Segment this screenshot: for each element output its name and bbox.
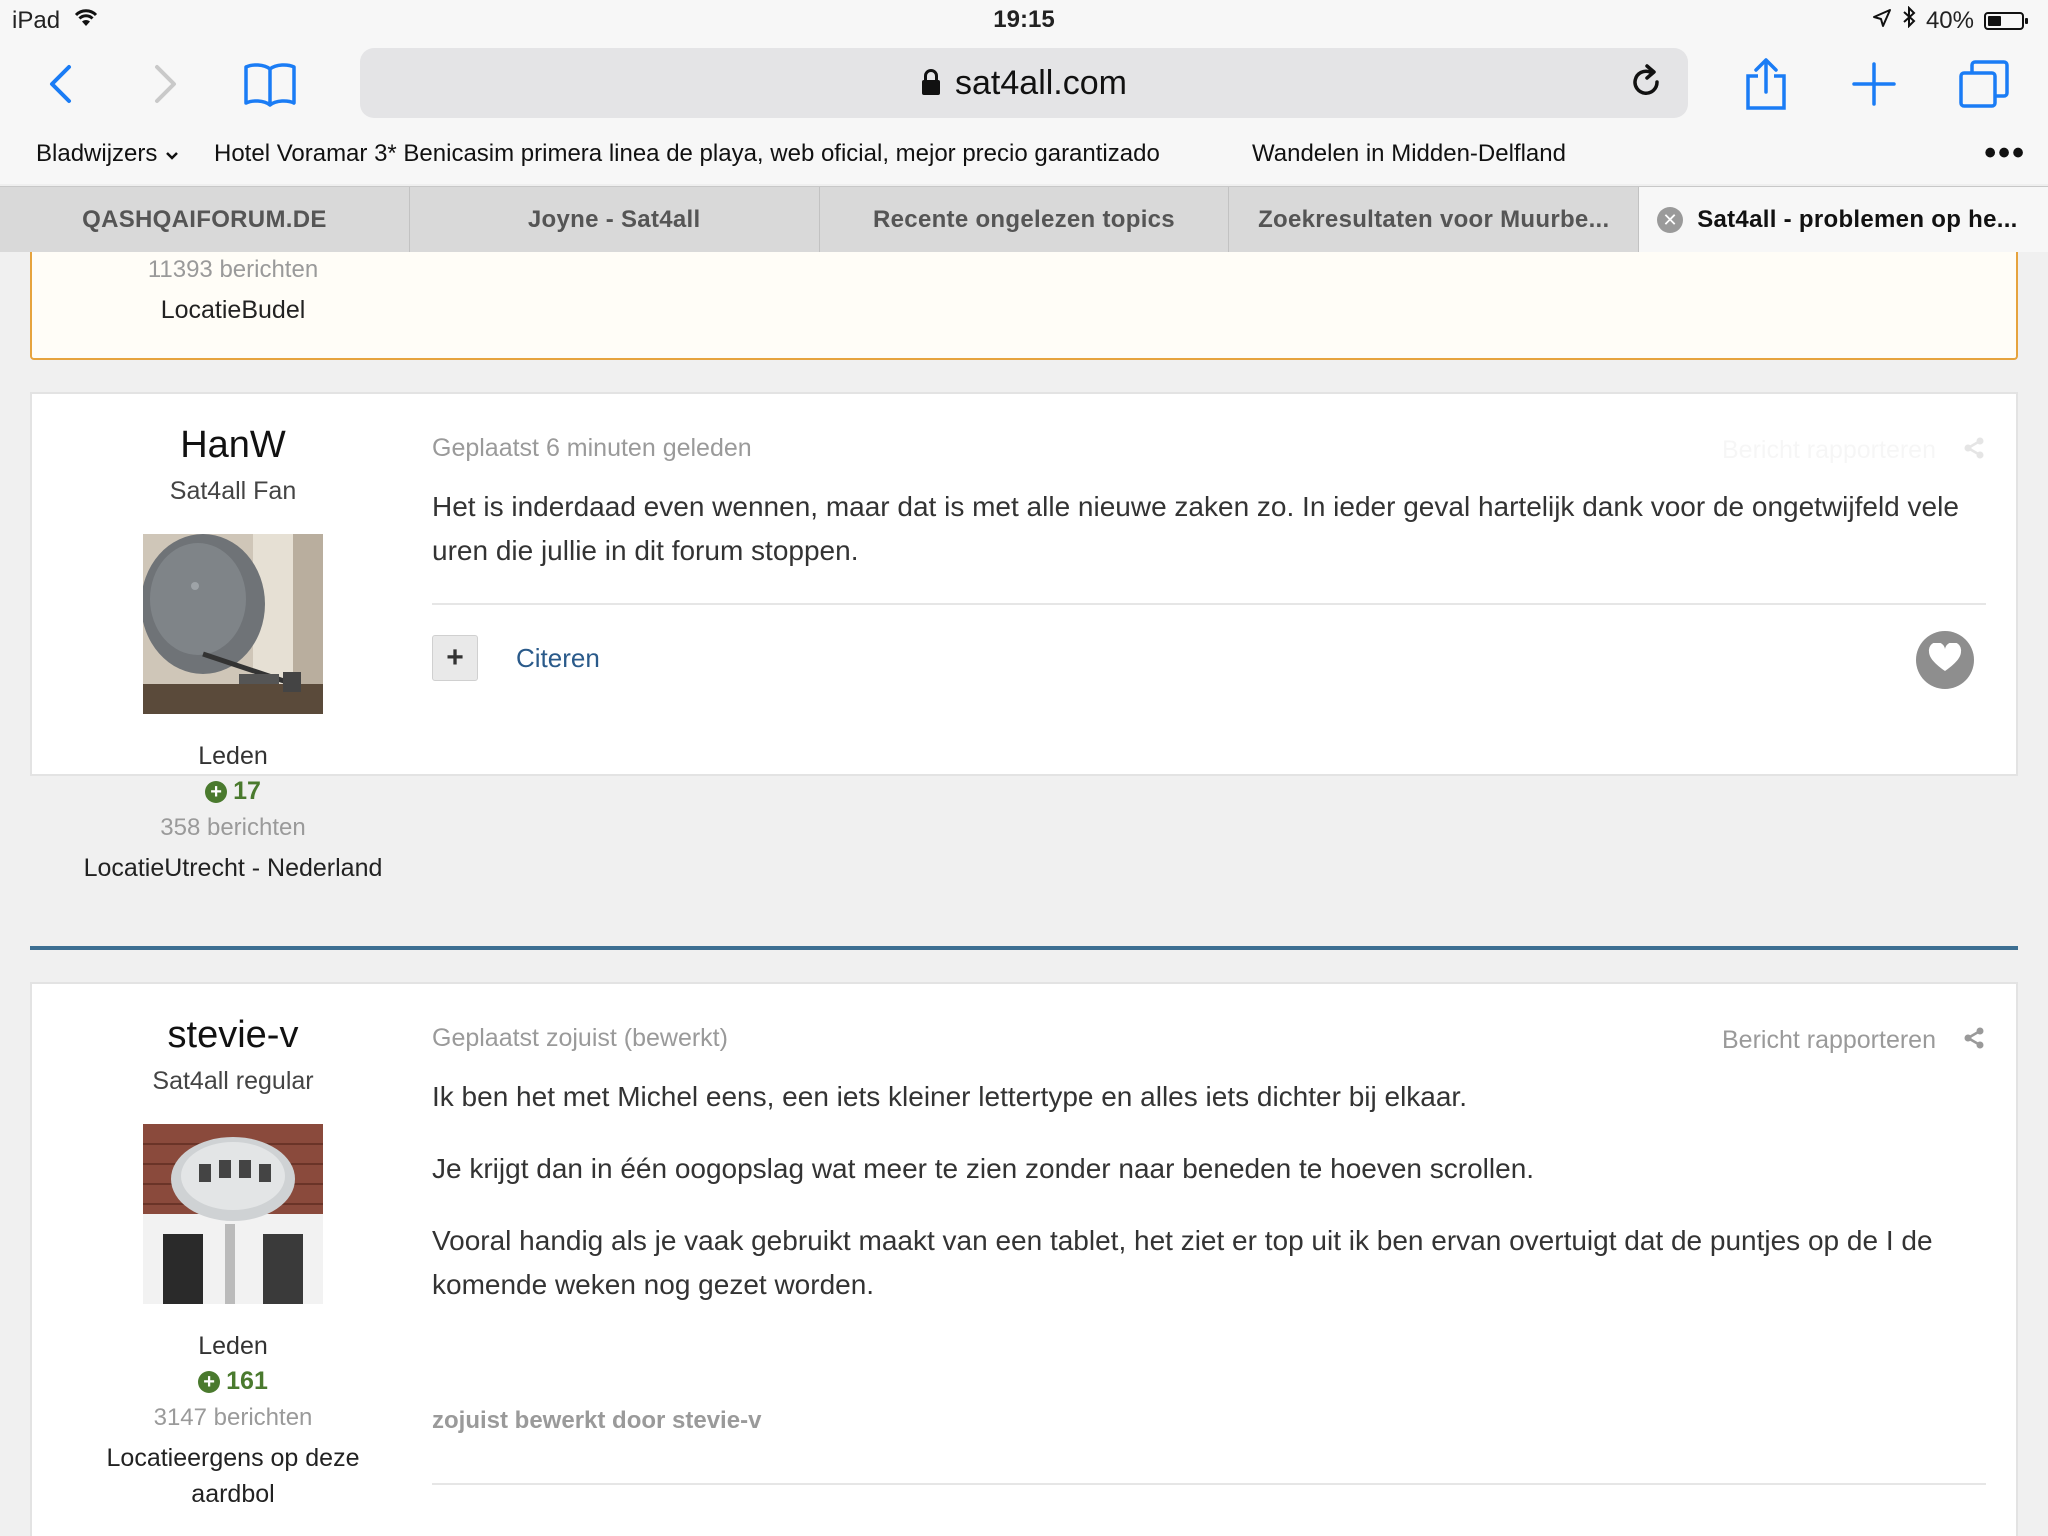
like-button[interactable] bbox=[1916, 631, 1974, 689]
post-actions bbox=[432, 605, 1986, 697]
share-icon[interactable] bbox=[1962, 436, 1986, 465]
author-location: Locatieergens op deze aardbol bbox=[106, 1444, 360, 1508]
post-count: 11393 berichten bbox=[147, 256, 319, 283]
lock-icon bbox=[921, 66, 941, 105]
bookmarks-bar bbox=[0, 128, 2048, 184]
new-post-separator bbox=[30, 946, 2018, 950]
status-right bbox=[1872, 6, 2024, 35]
report-link[interactable]: Bericht rapporteren bbox=[1721, 436, 1936, 464]
author-rank: Sat4all Fan bbox=[169, 477, 297, 505]
post-timestamp: Geplaatst 6 minuten geleden bbox=[432, 434, 752, 462]
author-rank: Sat4all regular bbox=[152, 1067, 314, 1095]
bookmarks-folder-label: Bladwijzers bbox=[36, 140, 158, 167]
reputation-value: 17 bbox=[233, 777, 261, 805]
post-content bbox=[432, 984, 1986, 1485]
author-info bbox=[32, 394, 434, 886]
tab-label: Recente ongelezen topics bbox=[873, 206, 1175, 233]
post-paragraph: Ik ben het met Michel eens, een iets kleiner lettertype en alles iets dichter bij elkaar. bbox=[432, 1081, 1467, 1112]
chevron-down-icon bbox=[164, 140, 180, 167]
author-location: LocatieBudel bbox=[160, 296, 306, 324]
bluetooth-icon bbox=[1902, 6, 1916, 35]
url-text: sat4all.com bbox=[955, 64, 1127, 102]
edited-note: zojuist bewerkt door stevie-v bbox=[432, 1407, 762, 1434]
post-body bbox=[432, 1075, 1986, 1307]
report-link[interactable]: Bericht rapporteren bbox=[1721, 1026, 1936, 1054]
previous-post bbox=[30, 252, 2018, 360]
battery-fill bbox=[1988, 16, 2001, 26]
tab-qashqaiforum[interactable] bbox=[0, 187, 410, 253]
bookmark-wandelen[interactable]: Wandelen in Midden-Delfland bbox=[1252, 140, 1566, 167]
tab-recente[interactable] bbox=[820, 187, 1230, 253]
author-name[interactable]: stevie-v bbox=[167, 1014, 299, 1056]
quote-link[interactable]: Citeren bbox=[516, 643, 600, 673]
browser-toolbar bbox=[0, 42, 2048, 128]
device-label: iPad bbox=[12, 6, 61, 34]
post-count: 358 berichten bbox=[160, 814, 306, 841]
close-tab-icon[interactable]: ✕ bbox=[1657, 207, 1683, 233]
reload-icon[interactable] bbox=[1626, 62, 1666, 107]
more-icon[interactable]: ••• bbox=[1984, 134, 2026, 172]
avatar[interactable] bbox=[143, 1124, 323, 1304]
plus-circle-icon: + bbox=[198, 1371, 220, 1393]
bookmarks-icon[interactable] bbox=[242, 56, 298, 112]
address-bar[interactable] bbox=[360, 48, 1688, 118]
reputation-value: 161 bbox=[226, 1367, 268, 1395]
post-paragraph: Het is inderdaad even wennen, maar dat is met alle nieuwe zaken zo. In ieder geval hartelijk dank voor de ongetwijfeld vele uren die jullie in dit forum stoppen. bbox=[432, 491, 1959, 566]
bookmarks-folder[interactable] bbox=[36, 140, 180, 168]
post-count: 3147 berichten bbox=[153, 1404, 313, 1431]
forward-icon[interactable] bbox=[138, 56, 194, 112]
tabs-icon[interactable] bbox=[1956, 56, 2012, 112]
multiquote-button[interactable]: + bbox=[432, 635, 478, 681]
bookmark-hotel[interactable]: Hotel Voramar 3* Benicasim primera linea de playa, web oficial, mejor precio garantizado bbox=[214, 140, 1160, 167]
author-info bbox=[32, 984, 434, 1512]
battery-percent: 40% bbox=[1925, 6, 1974, 34]
clock: 19:15 bbox=[993, 6, 1055, 33]
back-icon[interactable] bbox=[32, 56, 88, 112]
post-body bbox=[432, 485, 1986, 573]
plus-circle-icon: + bbox=[205, 781, 227, 803]
forum-post bbox=[30, 982, 2018, 1536]
post-paragraph: Vooral handig als je vaak gebruikt maakt van een tablet, het ziet er top uit ik ben ervan overtuigt dat de puntjes op de I de komende weken nog gezet worden. bbox=[432, 1225, 1933, 1300]
reputation-badge bbox=[32, 777, 434, 806]
member-group: Leden bbox=[198, 742, 268, 770]
battery-icon bbox=[1984, 12, 2024, 30]
new-tab-icon[interactable] bbox=[1846, 56, 1902, 112]
member-group: Leden bbox=[198, 1332, 268, 1360]
post-content bbox=[432, 394, 1986, 697]
page-content bbox=[0, 252, 2048, 1536]
reputation-badge bbox=[32, 1367, 434, 1396]
status-bar bbox=[0, 0, 2048, 42]
tab-bar bbox=[0, 186, 2048, 254]
tab-label: Zoekresultaten voor Muurbe... bbox=[1258, 206, 1610, 233]
post-divider bbox=[432, 1483, 1986, 1485]
forum-post bbox=[30, 392, 2018, 882]
post-timestamp: Geplaatst zojuist (bewerkt) bbox=[432, 1024, 728, 1052]
share-icon[interactable] bbox=[1738, 56, 1794, 112]
tab-label: Joyne - Sat4all bbox=[527, 206, 701, 233]
tab-sat4all-active[interactable] bbox=[1639, 187, 2048, 253]
location-icon bbox=[1872, 7, 1892, 35]
share-icon[interactable] bbox=[1962, 1026, 1986, 1055]
tab-label: QASHQAIFORUM.DE bbox=[82, 206, 327, 233]
tab-joyne[interactable] bbox=[410, 187, 820, 253]
tab-zoekresultaten[interactable] bbox=[1229, 187, 1639, 253]
tab-label: Sat4all - problemen op he... bbox=[1697, 206, 2018, 233]
author-location: LocatieUtrecht - Nederland bbox=[83, 854, 383, 882]
author-name[interactable]: HanW bbox=[180, 424, 286, 466]
heart-icon bbox=[1928, 643, 1962, 678]
post-paragraph: Je krijgt dan in één oogopslag wat meer te zien zonder naar beneden te hoeven scrollen. bbox=[432, 1153, 1535, 1184]
avatar[interactable] bbox=[143, 534, 323, 714]
